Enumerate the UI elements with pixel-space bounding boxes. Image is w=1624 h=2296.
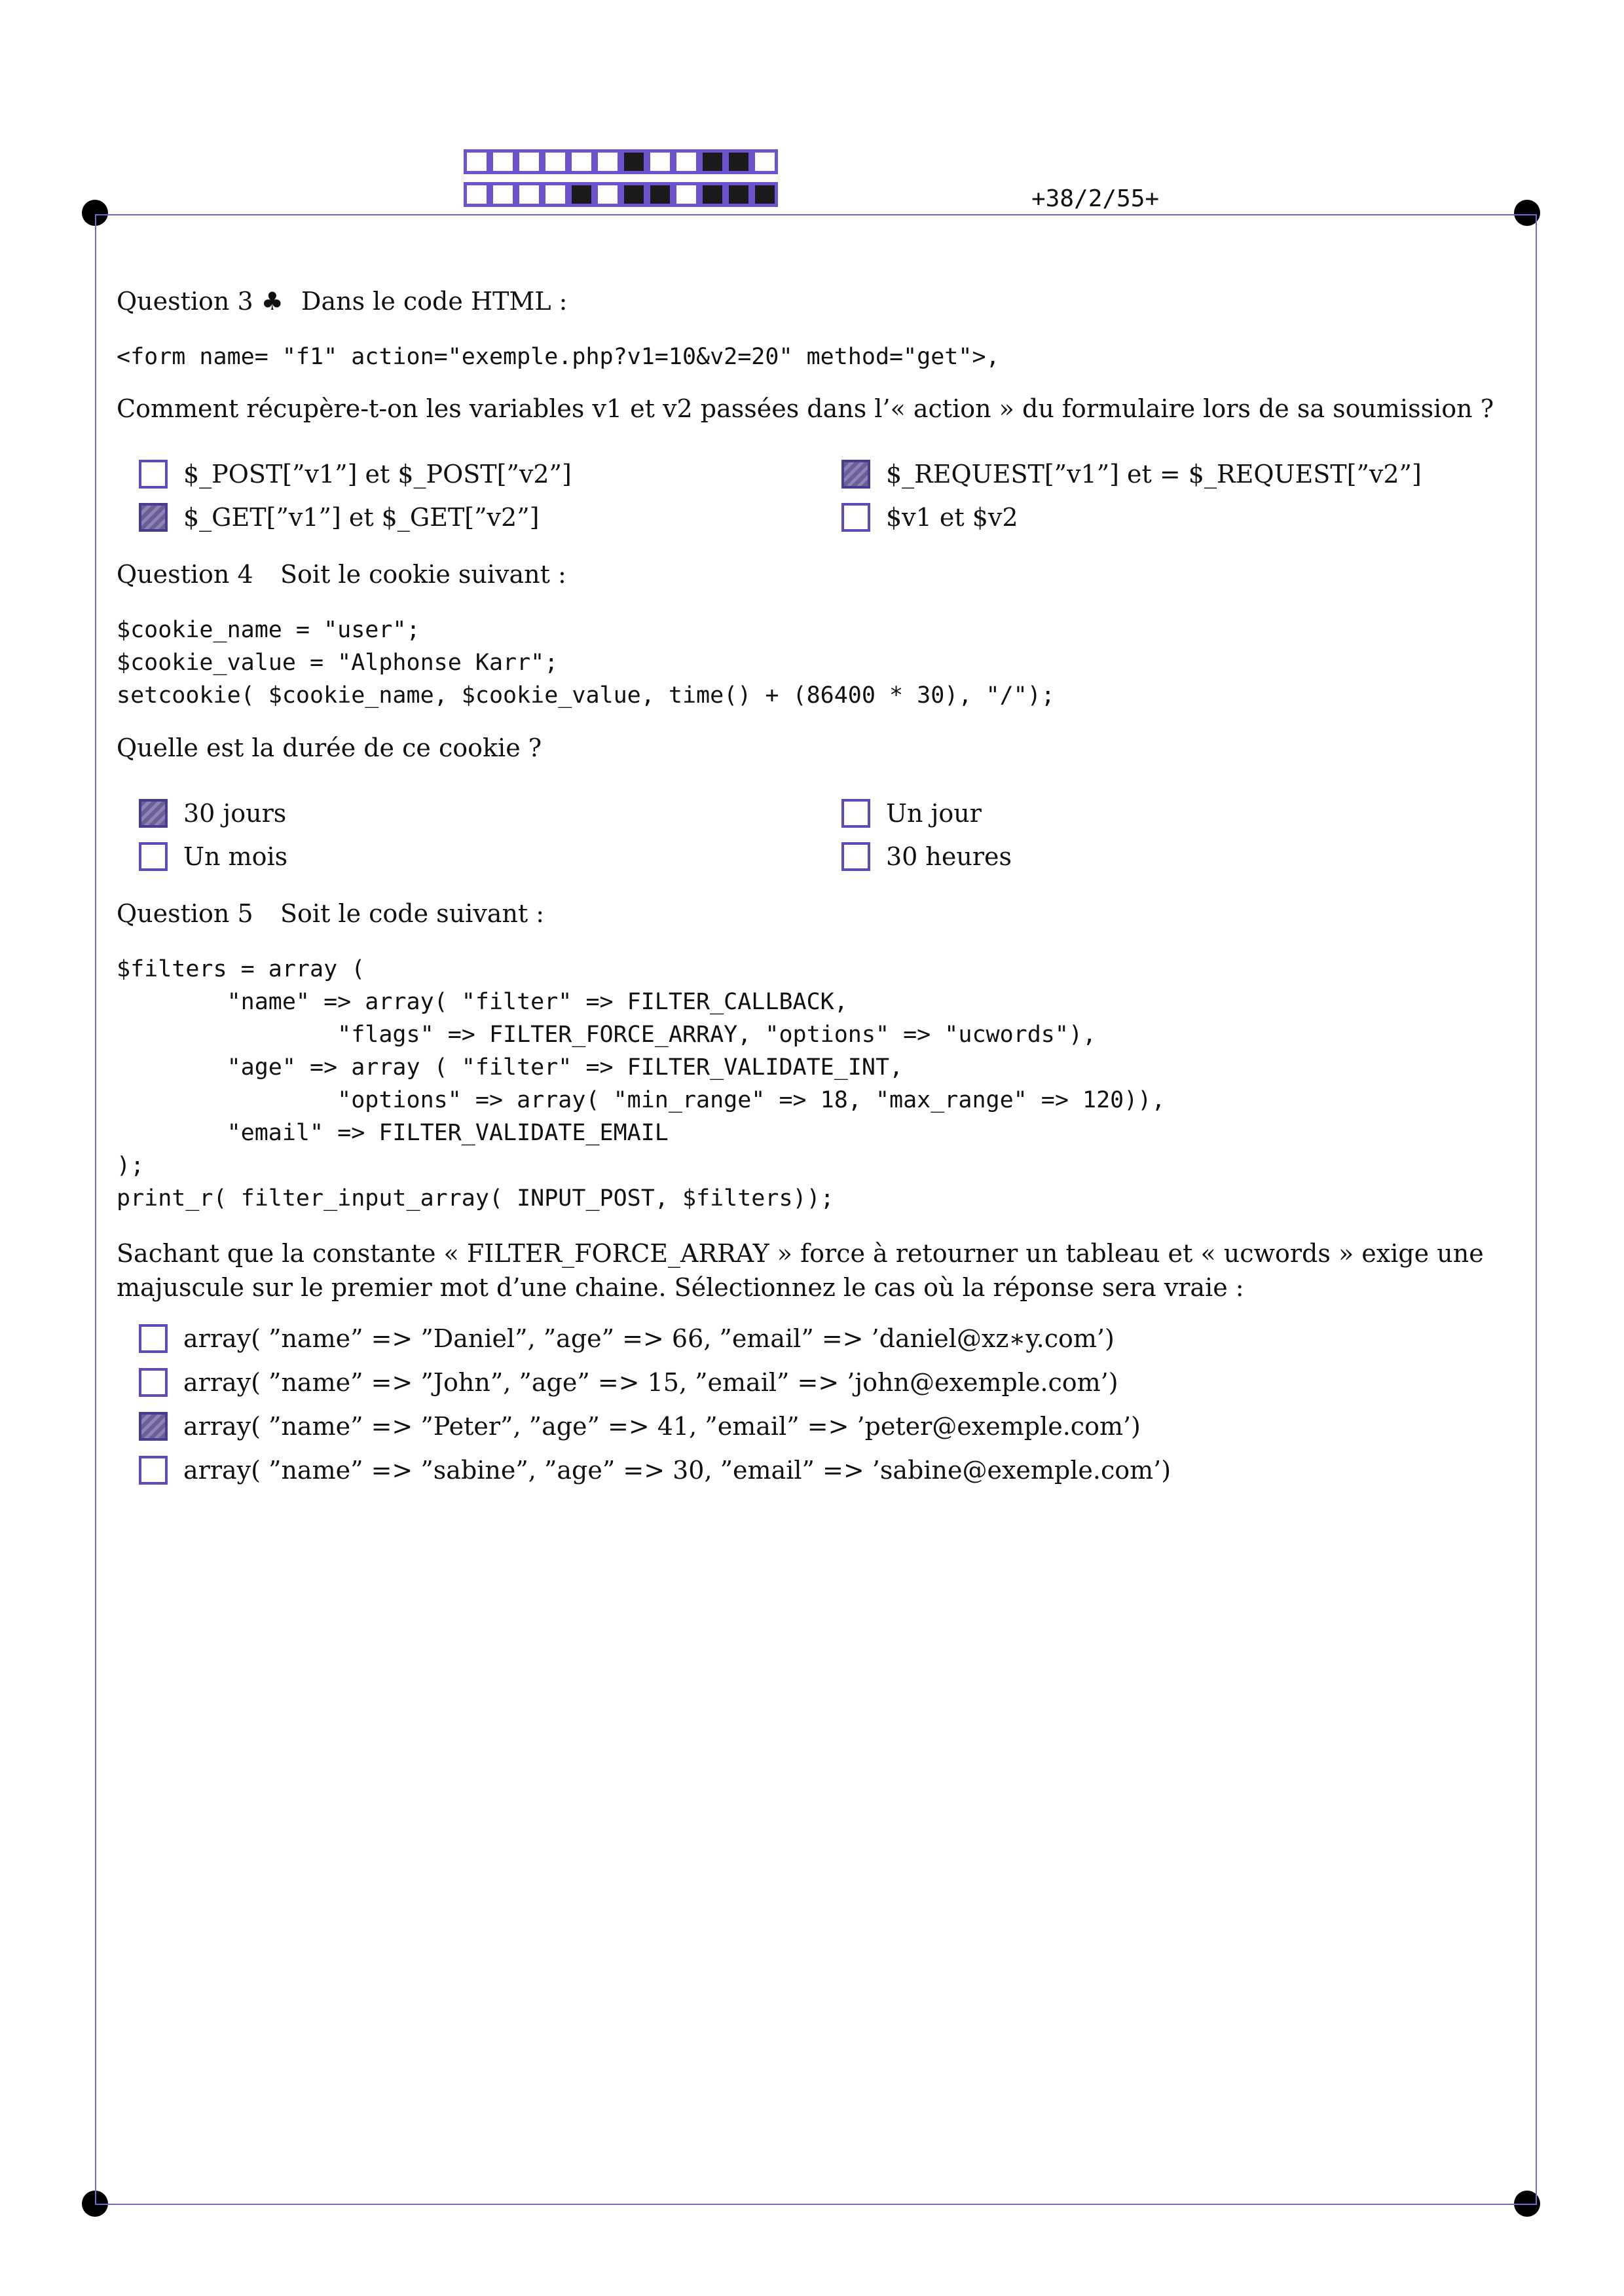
q5-option-3-label: array( ”name” => ”Peter”, ”age” => 41, ”email” => ’peter@exemple.com’) xyxy=(183,1412,1141,1441)
q3-option-3[interactable] xyxy=(139,503,539,532)
id-bit xyxy=(621,149,647,174)
q5-option-2-label: array( ”name” => ”John”, ”age” => 15, ”email” => ’john@exemple.com’) xyxy=(183,1368,1118,1397)
id-bit xyxy=(595,149,621,174)
id-bit xyxy=(621,182,647,207)
q3-option-3-label: $_GET[”v1”] et $_GET[”v2”] xyxy=(183,503,540,532)
question-4-code: $cookie_name = "user"; $cookie_value = "Alphonse Karr"; setcookie( $cookie_name, $cookie_value, time() + (86400 * 30), "/"); xyxy=(117,617,1055,709)
question-4-prompt: Quelle est la durée de ce cookie ? xyxy=(117,733,542,762)
question-3-prompt: Comment récupère-t-on les variables v1 et v2 passées dans l’« action » du formulaire lors de sa soumission ? xyxy=(117,394,1494,423)
q4-option-1[interactable] xyxy=(139,799,286,828)
id-bit xyxy=(752,182,778,207)
exam-id: +38/2/55+ xyxy=(1031,185,1160,212)
question-5-intro: Soit le code suivant : xyxy=(280,899,545,928)
q5-option-2[interactable] xyxy=(139,1368,1118,1397)
q3-option-4-label: $v1 et $v2 xyxy=(886,503,1018,532)
id-bit xyxy=(699,149,726,174)
id-bit xyxy=(568,182,595,207)
id-bit xyxy=(673,149,699,174)
club-icon: ♣ xyxy=(261,287,284,316)
q5-option-3-checkbox[interactable] xyxy=(139,1412,168,1441)
id-bit xyxy=(699,182,726,207)
id-bit xyxy=(464,182,490,207)
id-bit xyxy=(726,149,752,174)
question-5-code: $filters = array ( "name" => array( "filter" => FILTER_CALLBACK, "flags" => FILTER_FORCE_ARRAY, "options" => "ucwords"), "age" => array ( "filter" => FILTER_VALIDATE_INT, "options" => array( "min_range" => 18, "max_range" => 120)), "email" => FILTER_VALIDATE_EMAIL ); print_r( filter_input_array( INPUT_POST, $filters)); xyxy=(117,956,1166,1212)
id-bit xyxy=(516,149,542,174)
q5-option-1[interactable] xyxy=(139,1324,1115,1353)
id-bit xyxy=(752,149,778,174)
q4-option-3[interactable] xyxy=(139,842,287,871)
q3-option-1-checkbox[interactable] xyxy=(139,460,168,489)
id-bit xyxy=(490,149,516,174)
q4-option-4-label: 30 heures xyxy=(886,842,1012,871)
q4-option-1-checkbox[interactable] xyxy=(139,799,168,828)
q4-option-1-label: 30 jours xyxy=(183,799,287,828)
question-5-header xyxy=(117,899,545,928)
q3-option-2-label: $_REQUEST[”v1”] et = $_REQUEST[”v2”] xyxy=(886,460,1422,489)
question-3-label: Question 3 xyxy=(117,287,253,316)
q4-option-3-checkbox[interactable] xyxy=(139,842,168,871)
id-bit xyxy=(595,182,621,207)
q3-option-1[interactable] xyxy=(139,460,572,489)
id-bit xyxy=(568,149,595,174)
question-4-label: Question 4 xyxy=(117,560,253,589)
q4-option-4[interactable] xyxy=(841,842,1012,871)
q5-option-1-label: array( ”name” => ”Daniel”, ”age” => 66, ”email” => ’daniel@xz∗y.com’) xyxy=(183,1324,1115,1353)
q4-option-4-checkbox[interactable] xyxy=(841,842,870,871)
id-bit xyxy=(464,149,490,174)
q4-option-2-label: Un jour xyxy=(886,799,982,828)
id-bit xyxy=(647,149,673,174)
question-4-intro: Soit le cookie suivant : xyxy=(280,560,566,589)
q5-option-4-checkbox[interactable] xyxy=(139,1456,168,1485)
id-bits-row-1 xyxy=(464,149,778,174)
q5-option-3[interactable] xyxy=(139,1412,1141,1441)
question-3-intro: Dans le code HTML : xyxy=(301,287,568,316)
q5-option-2-checkbox[interactable] xyxy=(139,1368,168,1397)
id-bit xyxy=(542,182,568,207)
q5-option-4-label: array( ”name” => ”sabine”, ”age” => 30, ”email” => ’sabine@exemple.com’) xyxy=(183,1456,1172,1485)
q4-option-3-label: Un mois xyxy=(183,842,288,871)
q4-option-2-checkbox[interactable] xyxy=(841,799,870,828)
id-bit xyxy=(647,182,673,207)
id-bits-row-2 xyxy=(464,182,778,207)
q5-option-4[interactable] xyxy=(139,1456,1171,1485)
question-5-prompt: Sachant que la constante « FILTER_FORCE_ARRAY » force à retourner un tableau et « ucwords » exige une majuscule sur le premier mot d’une chaine. Sélectionnez le cas où la réponse sera vraie : xyxy=(117,1239,1484,1302)
q3-option-2-checkbox[interactable] xyxy=(841,460,870,489)
question-3-header xyxy=(117,287,568,316)
q3-option-1-label: $_POST[”v1”] et $_POST[”v2”] xyxy=(183,460,572,489)
id-bit xyxy=(673,182,699,207)
id-bit xyxy=(726,182,752,207)
question-3-code: <form name= "f1" action="exemple.php?v1=10&v2=20" method="get">, xyxy=(117,344,1000,370)
q3-option-4[interactable] xyxy=(841,503,1018,532)
question-5-label: Question 5 xyxy=(117,899,253,928)
id-bit xyxy=(516,182,542,207)
question-4-header xyxy=(117,560,566,589)
id-bit xyxy=(542,149,568,174)
q3-option-4-checkbox[interactable] xyxy=(841,503,870,532)
q3-option-2[interactable] xyxy=(841,460,1422,489)
q5-option-1-checkbox[interactable] xyxy=(139,1324,168,1353)
q4-option-2[interactable] xyxy=(841,799,982,828)
q3-option-3-checkbox[interactable] xyxy=(139,503,168,532)
id-bit xyxy=(490,182,516,207)
